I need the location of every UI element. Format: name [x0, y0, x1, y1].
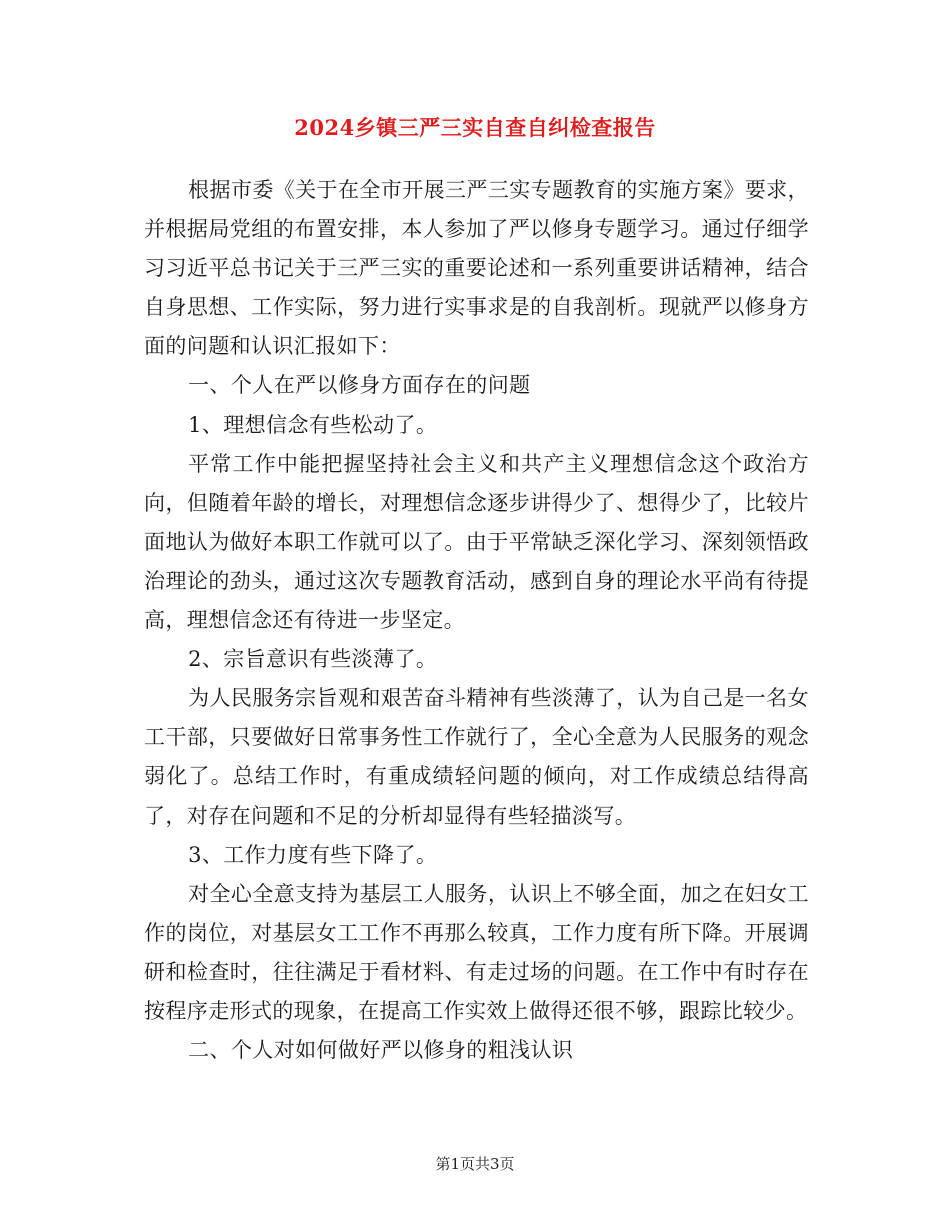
document-body [144, 171, 809, 1070]
section-heading-1: 一、个人在严以修身方面存在的问题 [188, 373, 531, 398]
intro-paragraph: 根据市委《关于在全市开展三严三实专题教育的实施方案》要求，并根据局党组的布置安排，本人参加了严以修身专题学习。通过仔细学习习近平总书记关于三严三实的重要论述和一系列重要讲话精神，结合自身思想、工作实际，努力进行实事求是的自我剖析。现就严以修身方面的问题和认识汇报如下： [144, 178, 809, 359]
document-title: 2024乡镇三严三实自查自纠检查报告 [294, 115, 656, 140]
paragraph-3: 对全心全意支持为基层工人服务，认识上不够全面，加之在妇女工作的岗位，对基层女工工作不再那么较真，工作力度有所下降。开展调研和检查时，往往满足于看材料、有走过场的问题。在工作中有时存在按程序走形式的现象，在提高工作实效上做得还很不够，跟踪比较少。 [144, 881, 809, 1023]
subheading-2: 2、宗旨意识有些淡薄了。 [188, 647, 438, 672]
subheading-3: 3、工作力度有些下降了。 [188, 842, 438, 867]
paragraph-1: 平常工作中能把握坚持社会主义和共产主义理想信念这个政治方向，但随着年龄的增长，对理想信念逐步讲得少了、想得少了，比较片面地认为做好本职工作就可以了。由于平常缺乏深化学习、深刻领悟政治理论的劲头，通过这次专题教育活动，感到自身的理论水平尚有待提高，理想信念还有待进一步坚定。 [144, 451, 809, 633]
paragraph-2: 为人民服务宗旨观和艰苦奋斗精神有些淡薄了，认为自己是一名女工干部，只要做好日常事务性工作就行了，全心全意为人民服务的观念弱化了。总结工作时，有重成绩轻问题的倾向，对工作成绩总结得高了，对存在问题和不足的分析却显得有些轻描淡写。 [144, 686, 809, 828]
section-heading-2: 二、个人对如何做好严以修身的粗浅认识 [188, 1038, 574, 1063]
page-number-footer: 第1页共3页 [435, 1155, 515, 1173]
subheading-1: 1、理想信念有些松动了。 [188, 412, 438, 437]
